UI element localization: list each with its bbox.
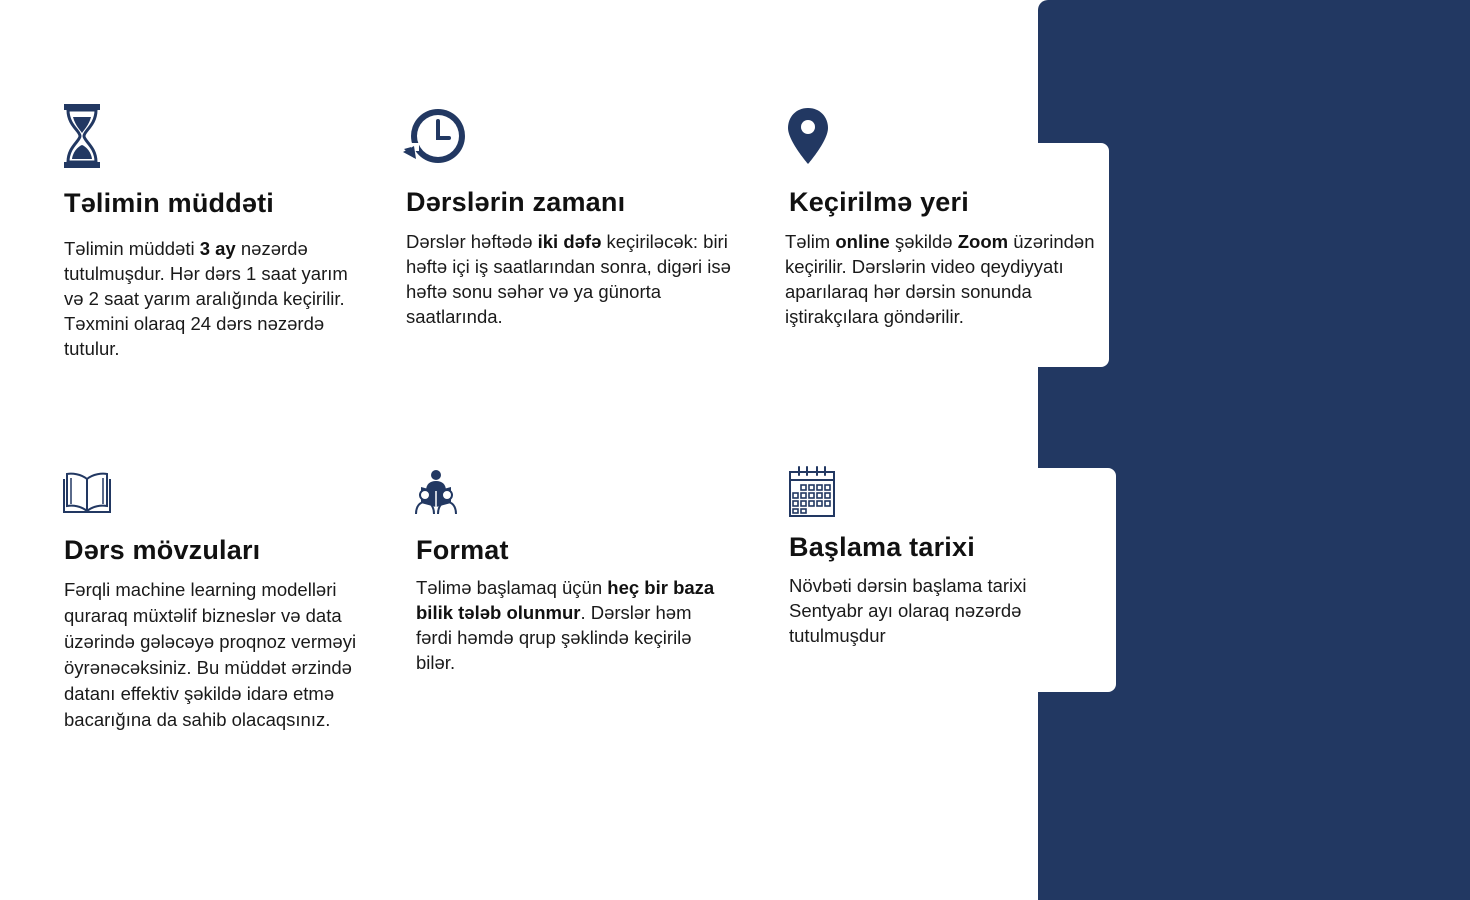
body-text: Növbəti dərsin başlama tarixi Sentyabr ayı olaraq nəzərdə tutulmuşdur <box>789 575 1027 646</box>
body-text: Təlim <box>785 231 836 252</box>
hourglass-icon <box>63 103 101 169</box>
card-title: Dərs mövzuları <box>64 535 261 565</box>
emphasis-text: iki dəfə <box>537 231 602 252</box>
card-description <box>789 573 1069 648</box>
body-text: . Dərslər həm fərdi həmdə qrup şəklində keçirilə bilər. <box>416 602 692 673</box>
card-description <box>64 236 364 361</box>
body-text: keçiriləcək: biri həftə içi iş saatlarından sonra, digəri isə həftə sonu səhər və ya günorta saatlarında. <box>406 231 731 327</box>
card-description <box>406 229 736 329</box>
calendar-icon <box>788 466 836 518</box>
location-pin-icon <box>787 107 829 165</box>
navy-side-panel <box>1038 0 1470 900</box>
card-description <box>64 577 374 733</box>
clock-history-icon <box>402 105 470 167</box>
open-book-icon <box>63 471 111 513</box>
card-title: Format <box>416 535 509 565</box>
body-text: nəzərdə tutulmuşdur. Hər dərs 1 saat yarım və 2 saat yarım aralığında keçirilir. Təxmini olaraq 24 dərs nəzərdə tutulur. <box>64 238 348 359</box>
emphasis-text: heç bir baza bilik tələb olunmur <box>416 577 715 623</box>
group-reading-icon <box>415 469 457 515</box>
body-text: Dərslər həftədə <box>406 231 538 252</box>
card-description <box>785 229 1105 329</box>
body-text: Təlimə başlamaq üçün <box>416 577 608 598</box>
emphasis-text: 3 ay <box>199 238 236 259</box>
card-title: Təlimin müddəti <box>64 188 275 218</box>
body-text: üzərindən keçirilir. Dərslərin video qeydiyyatı aparılaraq hər dərsin sonunda iştirakçılara göndərilir. <box>785 231 1095 327</box>
card-title: Başlama tarixi <box>789 532 975 562</box>
emphasis-text: online <box>835 231 890 252</box>
card-title: Keçirilmə yeri <box>789 187 969 217</box>
body-text: Təlimin müddəti <box>64 238 200 259</box>
emphasis-text: Zoom <box>957 231 1009 252</box>
card-title: Dərslərin zamanı <box>406 187 626 217</box>
card-description <box>416 575 726 675</box>
body-text: şəkildə <box>889 231 958 252</box>
body-text: Fərqli machine learning modelləri quraraq müxtəlif bizneslər və data üzərində gələcəyə proqnoz verməyi öyrənəcəksiniz. Bu müddət ərzində datanı effektiv şəkildə idarə etmə bacarığına da sahib olacaqsınız. <box>64 579 357 730</box>
